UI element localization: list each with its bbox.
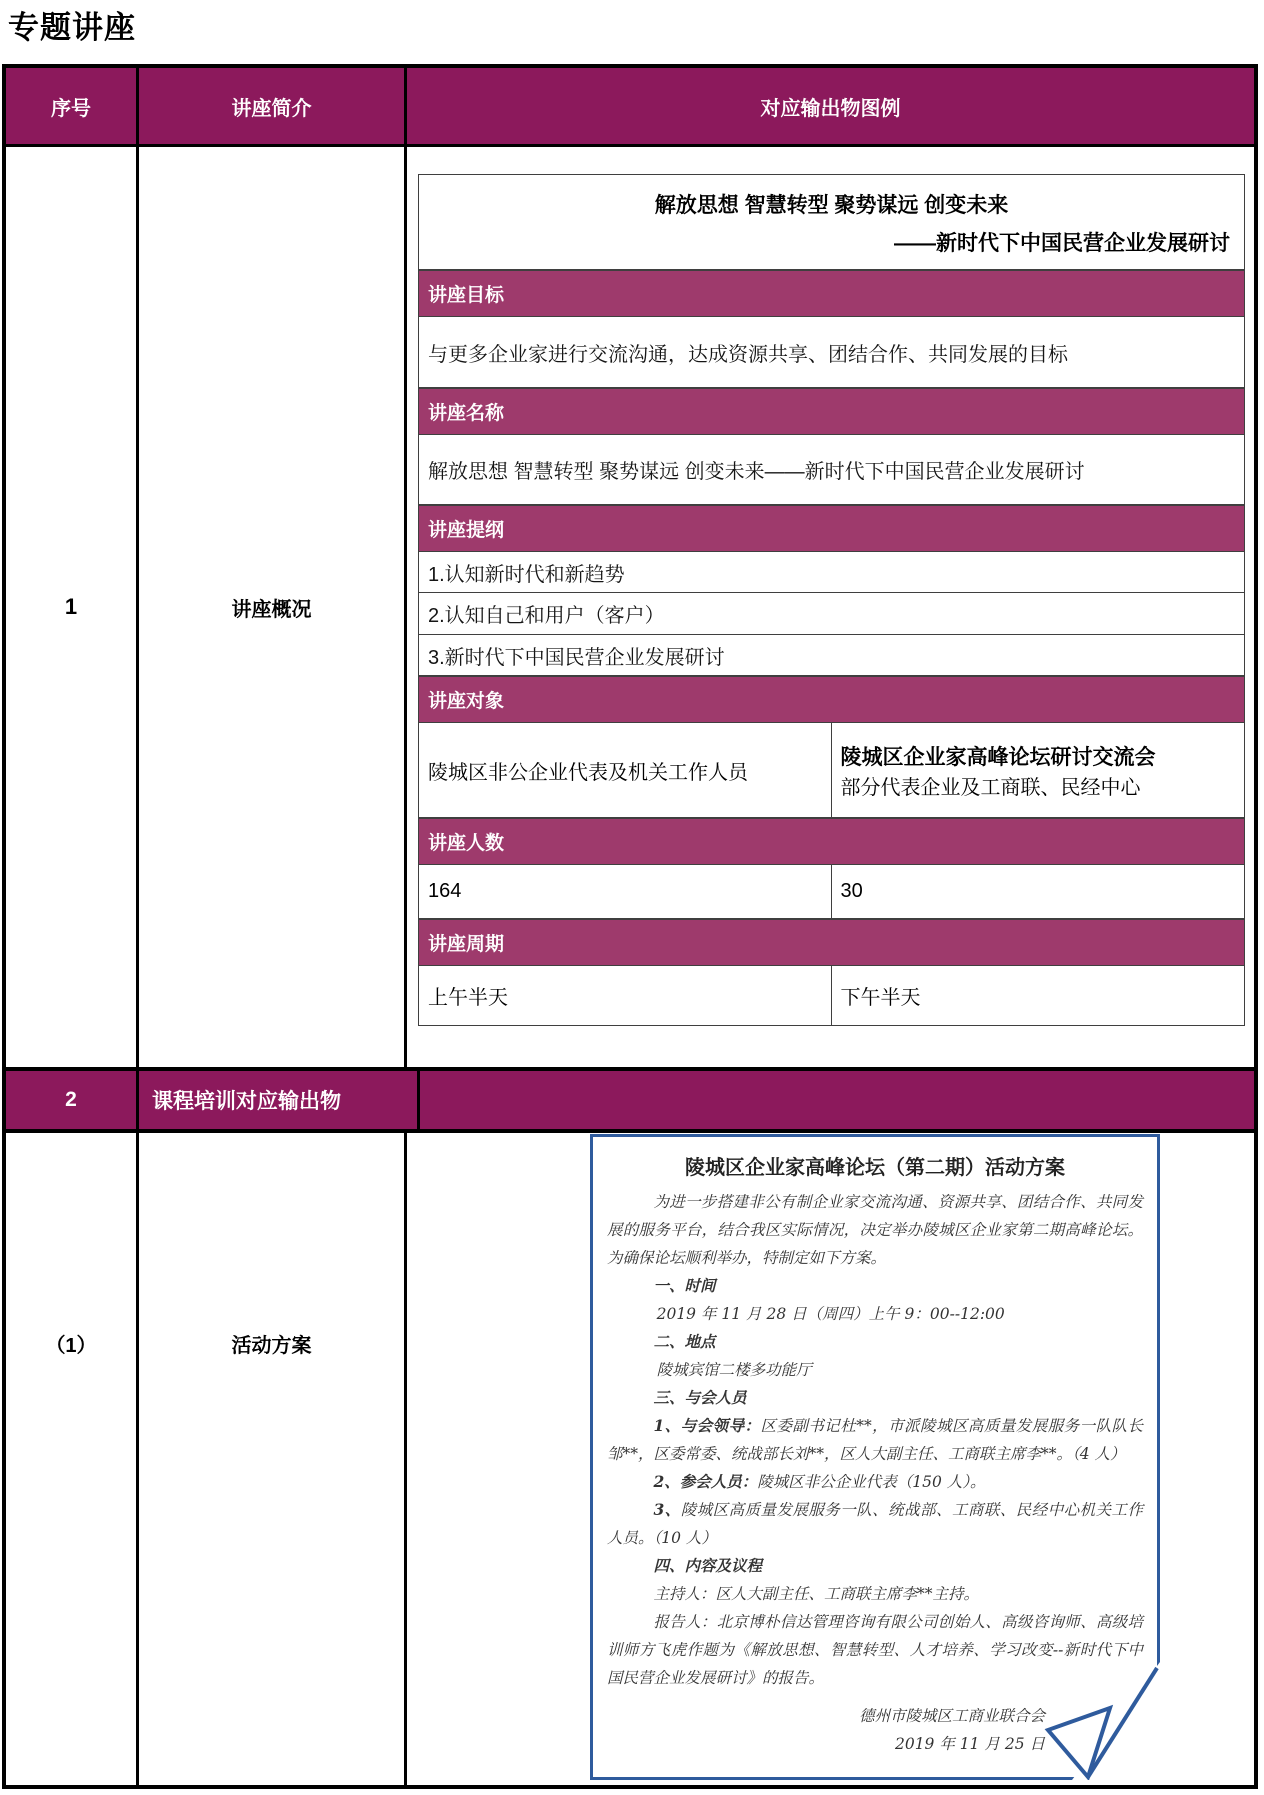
name-text: 解放思想 智慧转型 聚势谋远 创变未来——新时代下中国民营企业发展研讨 (419, 435, 1244, 505)
lecture-output-table (418, 174, 1245, 1026)
row1-output-cell (407, 147, 1254, 1067)
row1-intro: 讲座概况 (139, 147, 407, 1067)
page-curl-icon (1028, 1648, 1160, 1780)
band-goal: 讲座目标 (419, 270, 1244, 317)
outline-item-3: 3.新时代下中国民营企业发展研讨 (419, 635, 1244, 676)
band-period: 讲座周期 (419, 919, 1244, 966)
period-left: 上午半天 (419, 966, 832, 1025)
document-attendees-leaders: 1、与会领导：区委副书记杜**，市派陵城区高质量发展服务一队队长邹**，区委常委、统战部长刘**，区人大副主任、工商联主席李**。（4 人） (607, 1416, 1143, 1463)
period-right: 下午半天 (840, 987, 921, 1009)
audience-right-title: 陵城区企业家高峰论坛研讨交流会 (840, 745, 1156, 769)
table-header-row (6, 68, 1254, 147)
signature-date: 2019 年 11 月 25 日 (894, 1735, 1045, 1753)
document-intro: 为进一步搭建非公有制企业家交流沟通、资源共享、团结合作、共同发展的服务平台，结合我区实际情况，决定举办陵城区企业家第二期高峰论坛。为确保论坛顺利举办，特制定如下方案。 (607, 1193, 1143, 1267)
count-row (419, 865, 1244, 919)
row2-index: 2 (6, 1071, 139, 1129)
audience-left: 陵城区非公企业代表及机关工作人员 (419, 723, 832, 817)
document-place: 陵城宾馆二楼多功能厅 (656, 1361, 812, 1379)
band-count: 讲座人数 (419, 818, 1244, 865)
document-attendees-participants: 2、参会人员：陵城区非公企业代表（150 人）。 (653, 1472, 986, 1491)
row2-label: 课程培训对应输出物 (139, 1071, 420, 1129)
document-title: 陵城区企业家高峰论坛（第二期）活动方案 (685, 1155, 1065, 1179)
document-heading-place: 二、地点 (653, 1332, 716, 1351)
row3-output-cell (407, 1133, 1254, 1785)
row3-index: （1） (6, 1133, 139, 1785)
document-host: 主持人：区人大副主任、工商联主席李**主持。 (653, 1585, 980, 1603)
lecture-title-line2: ——新时代下中国民营企业发展研讨 (894, 232, 1230, 255)
outline-item-1: 1.认知新时代和新趋势 (419, 552, 1244, 593)
row3-intro: 活动方案 (139, 1133, 407, 1785)
header-cell-output: 对应输出物图例 (760, 97, 901, 120)
row2-empty-cell (420, 1071, 1254, 1129)
main-table (2, 64, 1258, 1789)
band-audience: 讲座对象 (419, 676, 1244, 723)
goal-text: 与更多企业家进行交流沟通，达成资源共享、团结合作、共同发展的目标 (419, 317, 1244, 388)
table-row-1 (6, 147, 1254, 1067)
table-row-3 (6, 1129, 1254, 1785)
band-outline: 讲座提纲 (419, 505, 1244, 552)
document-heading-attendees: 三、与会人员 (653, 1388, 747, 1407)
audience-right (832, 723, 1245, 817)
audience-right-detail: 部分代表企业及工商联、民经中心 (840, 776, 1141, 799)
signature-org: 德州市陵城区工商业联合会 (858, 1707, 1045, 1725)
audience-row (419, 723, 1244, 818)
row1-index: 1 (6, 147, 139, 1067)
table-row-2 (6, 1067, 1254, 1129)
document-heading-agenda: 四、内容及议程 (653, 1556, 763, 1575)
outline-item-2: 2.认知自己和用户（客户） (419, 593, 1244, 635)
band-name: 讲座名称 (419, 388, 1244, 435)
count-right: 30 (840, 880, 863, 902)
document-speaker: 报告人：北京博朴信达管理咨询有限公司创始人、高级咨询师、高级培训师方飞虎作题为《解放思想、智慧转型、人才培养、学习改变--新时代下中国民营企业发展研讨》的报告。 (607, 1613, 1143, 1687)
page-title: 专题讲座 (8, 10, 136, 45)
header-cell-intro: 讲座简介 (139, 68, 407, 144)
period-row (419, 966, 1244, 1025)
document-heading-time: 一、时间 (653, 1276, 716, 1295)
lecture-title-block (419, 175, 1244, 270)
activity-plan-document (590, 1134, 1160, 1780)
document-attendees-staff: 3、陵城区高质量发展服务一队、统战部、工商联、民经中心机关工作人员。（10 人） (607, 1500, 1143, 1547)
count-left: 164 (419, 865, 832, 918)
header-cell-index: 序号 (6, 68, 139, 144)
lecture-title-line1: 解放思想 智慧转型 聚势谋远 创变未来 (654, 194, 1009, 217)
document-time: 2019 年 11 月 28 日（周四）上午 9：00--12:00 (656, 1305, 1005, 1323)
